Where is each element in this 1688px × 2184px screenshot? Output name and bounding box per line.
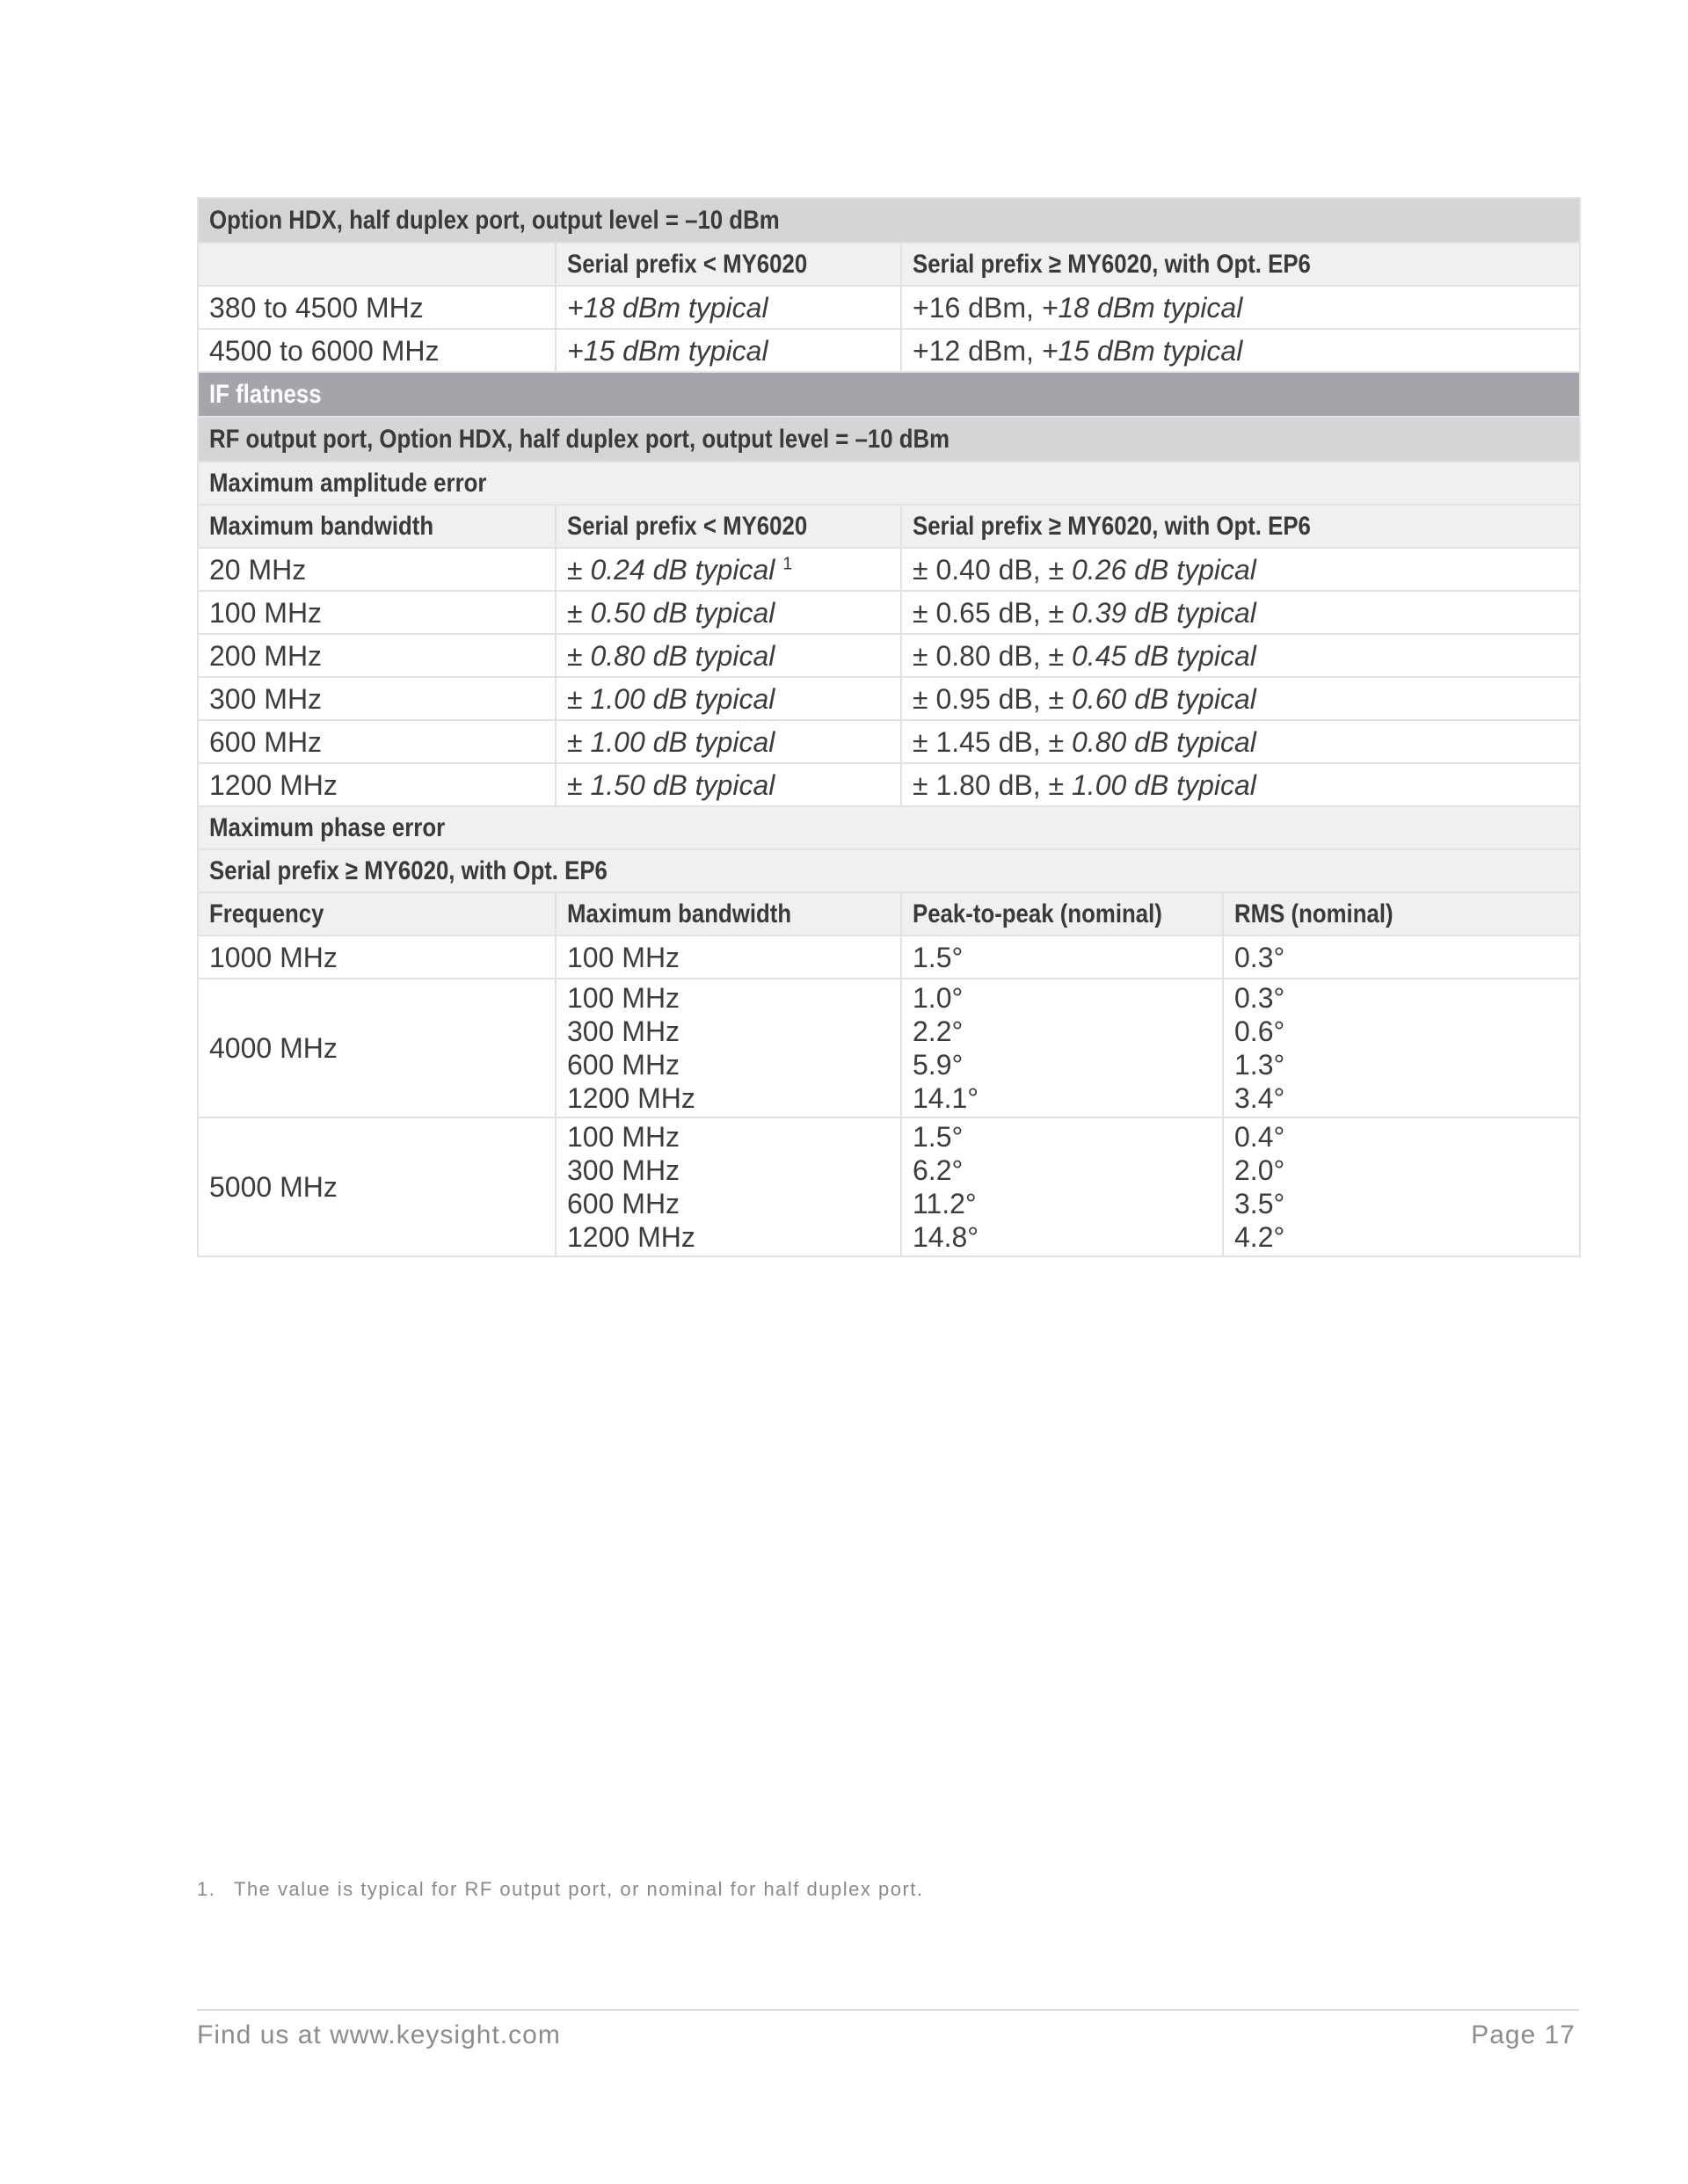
page-number: Page 17 [1471,2020,1575,2049]
typical-value-cell: ± 1.00 dB typical [556,677,901,720]
bandwidth-cell: 100 MHz 300 MHz 600 MHz 1200 MHz [556,1117,901,1256]
table-row [198,1117,1580,1256]
col-header-frequency: Frequency [198,892,556,935]
col-header-rms: RMS (nominal) [1223,892,1580,935]
typical-value-cell: ± 1.00 dB typical [556,720,901,763]
bandwidth-cell: 20 MHz [198,548,556,591]
bandwidth-cell: 100 MHz 300 MHz 600 MHz 1200 MHz [556,979,901,1117]
col-header-serial-post: Serial prefix ≥ MY6020, with Opt. EP6 [901,243,1580,286]
typical-value-cell: ± 1.50 dB typical [556,763,901,806]
col-header-serial-pre: Serial prefix < MY6020 [556,505,901,548]
frequency-cell: 4000 MHz [198,979,556,1117]
if-flatness-title: IF flatness [198,372,1580,417]
spec-value-cell: +16 dBm, +18 dBm typical [901,286,1580,329]
footnote-ref: 1 [782,553,793,573]
if-flatness-section-row [198,372,1580,417]
spec-value-cell: ± 1.45 dB, ± 0.80 dB typical [901,720,1580,763]
phase-error-title: Maximum phase error [198,806,1580,849]
footer-divider [197,2009,1579,2011]
option-hdx-column-headers [198,243,1580,286]
freq-range-cell: 380 to 4500 MHz [198,286,556,329]
phase-error-title-row [198,806,1580,849]
table-row [198,329,1580,372]
col-header-serial-post: Serial prefix ≥ MY6020, with Opt. EP6 [901,505,1580,548]
table-row [198,548,1580,591]
phase-condition-row [198,849,1580,892]
table-row [198,935,1580,979]
col-header-max-bandwidth: Maximum bandwidth [556,892,901,935]
amplitude-column-headers [198,505,1580,548]
bandwidth-cell: 1200 MHz [198,763,556,806]
footer-website-link[interactable]: Find us at www.keysight.com [197,2020,561,2049]
typical-value-cell: +15 dBm typical [556,329,901,372]
spec-value-cell: ± 0.95 dB, ± 0.60 dB typical [901,677,1580,720]
freq-range-cell: 4500 to 6000 MHz [198,329,556,372]
rf-output-condition-row [198,417,1580,462]
bandwidth-cell: 100 MHz [198,591,556,634]
phase-column-headers [198,892,1580,935]
option-hdx-title: Option HDX, half duplex port, output level = –10 dBm [198,198,1580,243]
table-row [198,677,1580,720]
typical-value-cell: ± 0.50 dB typical [556,591,901,634]
table-row [198,763,1580,806]
spec-value-cell: ± 0.40 dB, ± 0.26 dB typical [901,548,1580,591]
peak-to-peak-cell: 1.0° 2.2° 5.9° 14.1° [901,979,1223,1117]
rms-cell: 0.3° [1223,935,1580,979]
frequency-cell: 5000 MHz [198,1117,556,1256]
bandwidth-cell: 300 MHz [198,677,556,720]
amplitude-error-title-row [198,462,1580,505]
table-row [198,286,1580,329]
frequency-cell: 1000 MHz [198,935,556,979]
footnote-text: The value is typical for RF output port, or nominal for half duplex port. [234,1878,924,1900]
option-hdx-header-row [198,198,1580,243]
typical-value-cell: +18 dBm typical [556,286,901,329]
col-header-peak-to-peak: Peak-to-peak (nominal) [901,892,1223,935]
phase-condition: Serial prefix ≥ MY6020, with Opt. EP6 [198,849,1580,892]
amplitude-error-title: Maximum amplitude error [198,462,1580,505]
rms-cell: 0.4° 2.0° 3.5° 4.2° [1223,1117,1580,1256]
bandwidth-cell: 100 MHz [556,935,901,979]
bandwidth-cell: 200 MHz [198,634,556,677]
table-row [198,634,1580,677]
peak-to-peak-cell: 1.5° 6.2° 11.2° 14.8° [901,1117,1223,1256]
footnote-number: 1. [197,1878,216,1900]
peak-to-peak-cell: 1.5° [901,935,1223,979]
footnote [197,1878,924,1901]
empty-header-cell [198,243,556,286]
table-row [198,720,1580,763]
spec-value-cell: +12 dBm, +15 dBm typical [901,329,1580,372]
typical-value-cell: ± 0.80 dB typical [556,634,901,677]
spec-value-cell: ± 1.80 dB, ± 1.00 dB typical [901,763,1580,806]
rf-output-condition: RF output port, Option HDX, half duplex port, output level = –10 dBm [198,417,1580,462]
table-row [198,591,1580,634]
bandwidth-cell: 600 MHz [198,720,556,763]
typical-value-cell: ± 0.24 dB typical $^1$ [556,548,901,591]
col-header-serial-pre: Serial prefix < MY6020 [556,243,901,286]
spec-value-cell: ± 0.65 dB, ± 0.39 dB typical [901,591,1580,634]
table-row [198,979,1580,1117]
rms-cell: 0.3° 0.6° 1.3° 3.4° [1223,979,1580,1117]
spec-value-cell: ± 0.80 dB, ± 0.45 dB typical [901,634,1580,677]
specifications-table [197,197,1581,1257]
col-header-max-bandwidth: Maximum bandwidth [198,505,556,548]
